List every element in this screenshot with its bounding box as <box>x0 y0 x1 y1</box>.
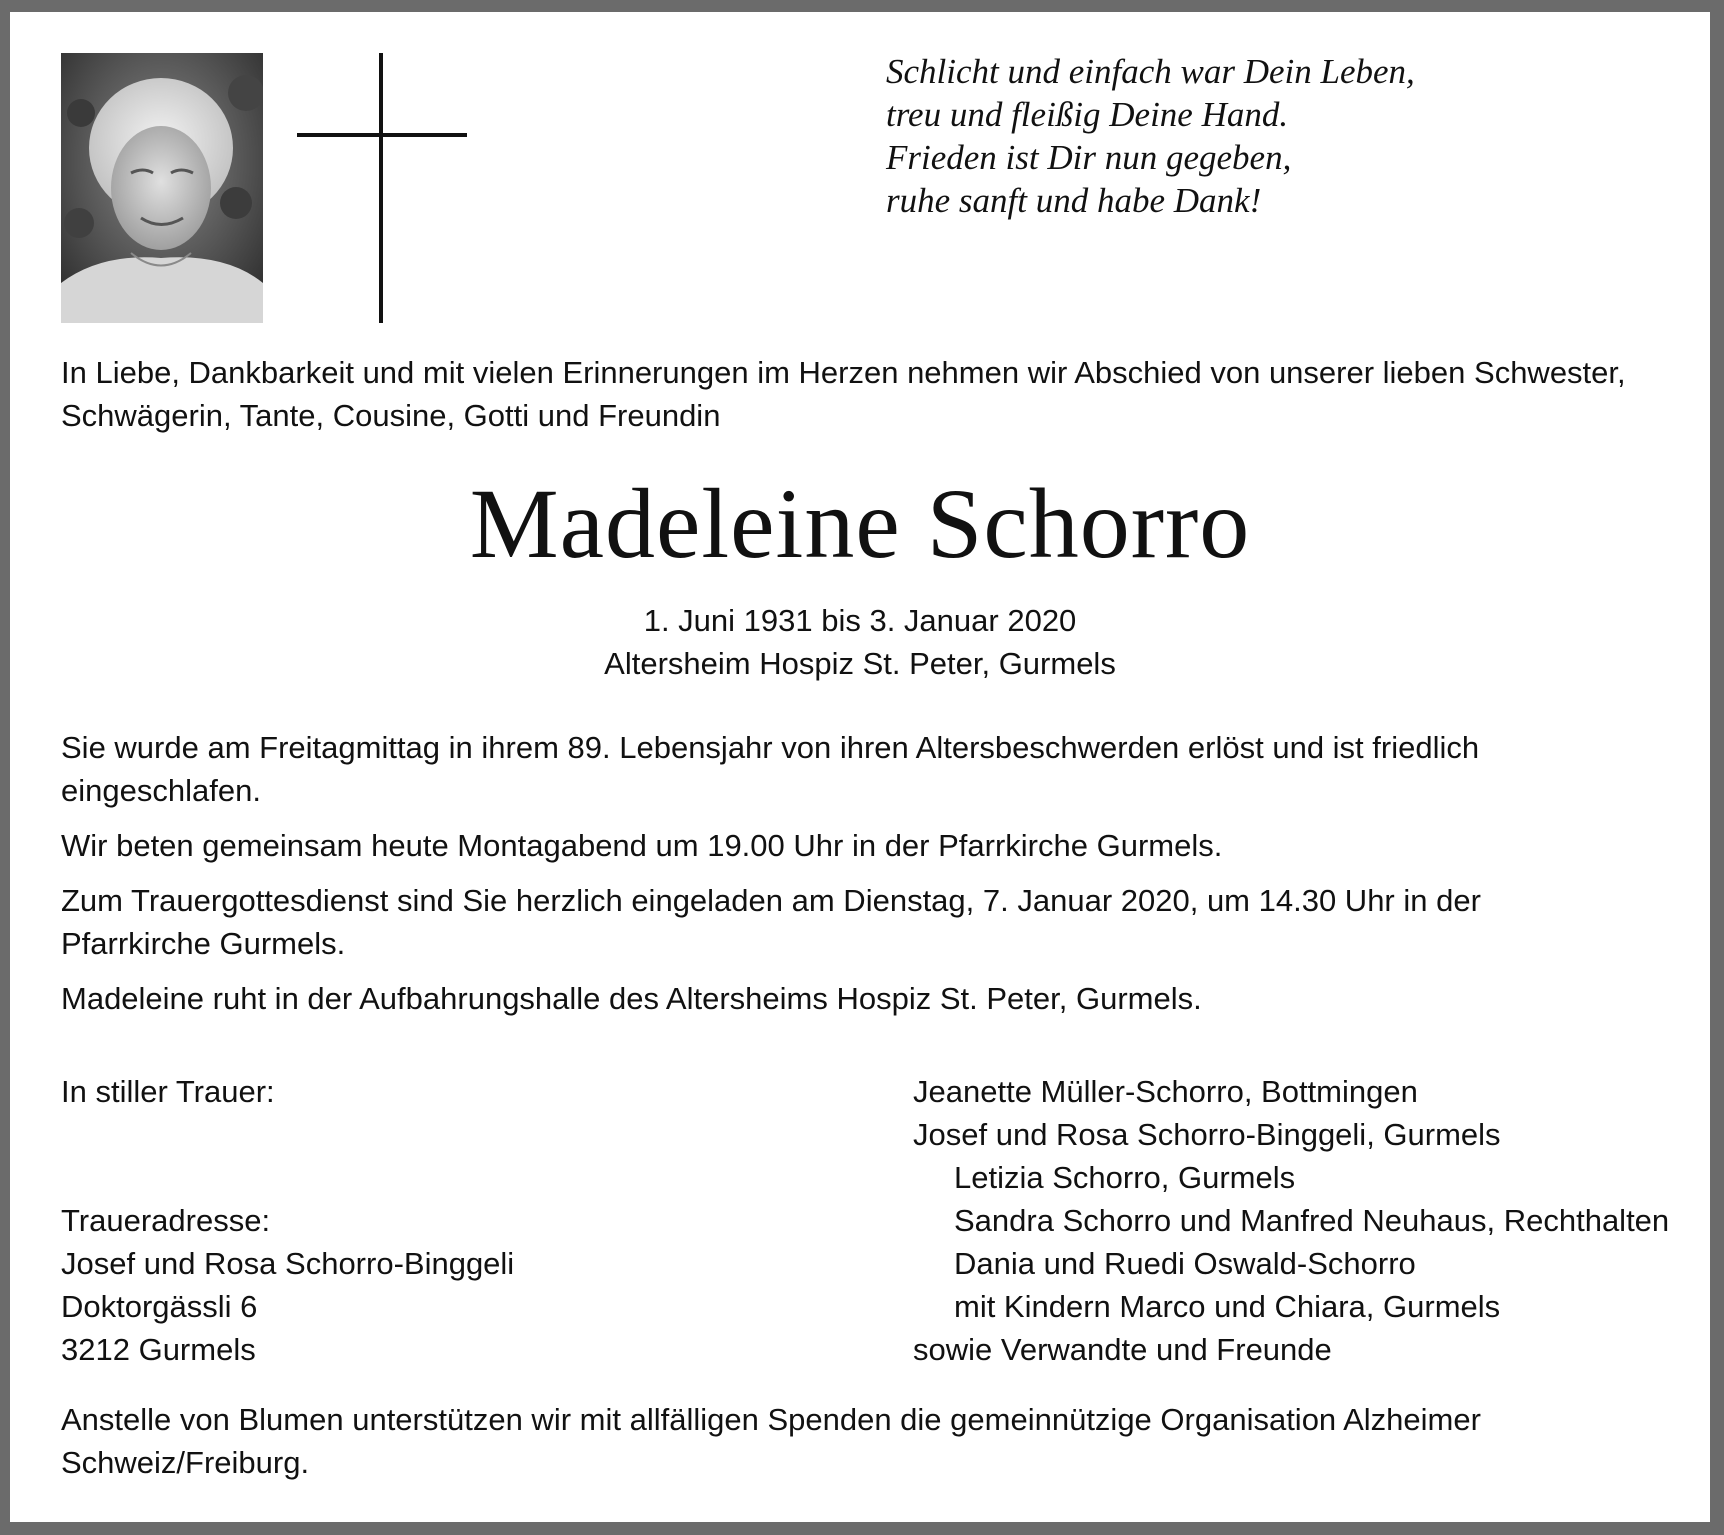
mourning-left-column <box>61 1070 514 1371</box>
paragraph-prayer <box>61 824 1701 867</box>
poem-line: Schlicht und einfach war Dein Leben, <box>886 52 1415 91</box>
poem <box>886 50 1415 222</box>
address-name: Josef und Rosa Schorro-Binggeli <box>61 1246 515 1281</box>
paragraph-passing <box>61 726 1701 812</box>
life-dates: 1. Juni 1931 bis 3. Januar 2020 <box>643 603 1077 638</box>
obituary-notice <box>10 12 1710 1522</box>
portrait-image <box>61 53 263 323</box>
family-member: Letizia Schorro, Gurmels <box>954 1160 1296 1195</box>
address-street: Doktorgässli 6 <box>61 1289 258 1324</box>
poem-line: ruhe sanft und habe Dank! <box>886 181 1262 220</box>
donation-note <box>61 1398 1701 1484</box>
family-member: Sandra Schorro und Manfred Neuhaus, Rechthalten <box>954 1203 1670 1238</box>
mourning-label: In stiller Trauer: <box>61 1074 275 1109</box>
paragraph-line: Wir beten gemeinsam heute Montagabend um 19.00 Uhr in der Pfarrkirche Gurmels. <box>61 828 1223 863</box>
cross-symbol <box>297 53 467 323</box>
cross-horizontal-bar <box>297 133 467 137</box>
paragraph-funeral-service <box>61 879 1701 965</box>
paragraph-line: eingeschlafen. <box>61 773 261 808</box>
intro-line: In Liebe, Dankbarkeit und mit vielen Erinnerungen im Herzen nehmen wir Abschied von unserer lieben Schwester, <box>61 355 1626 390</box>
family-member: Dania und Ruedi Oswald-Schorro <box>954 1246 1416 1281</box>
family-member: Josef und Rosa Schorro-Binggeli, Gurmels <box>913 1117 1501 1152</box>
paragraph-line: Sie wurde am Freitagmittag in ihrem 89. Lebensjahr von ihren Altersbeschwerden erlöst und ist friedlich <box>61 730 1480 765</box>
mourning-family-list <box>913 1070 1669 1371</box>
place-of-death: Altersheim Hospiz St. Peter, Gurmels <box>604 646 1116 681</box>
poem-line: Frieden ist Dir nun gegeben, <box>886 138 1292 177</box>
intro-line: Schwägerin, Tante, Cousine, Gotti und Freundin <box>61 398 721 433</box>
address-city: 3212 Gurmels <box>61 1332 256 1367</box>
spacer <box>61 1113 514 1199</box>
paragraph-line: Madeleine ruht in der Aufbahrungshalle des Altersheims Hospiz St. Peter, Gurmels. <box>61 981 1202 1016</box>
paragraph-line: Pfarrkirche Gurmels. <box>61 926 346 961</box>
cross-vertical-bar <box>379 53 383 323</box>
poem-line: treu und fleißig Deine Hand. <box>886 95 1289 134</box>
family-member: sowie Verwandte und Freunde <box>913 1332 1332 1367</box>
donation-line: Schweiz/Freiburg. <box>61 1445 310 1480</box>
life-info <box>10 599 1710 685</box>
deceased-name: Madeleine Schorro <box>469 468 1251 579</box>
intro-text <box>61 351 1701 437</box>
family-member: mit Kindern Marco und Chiara, Gurmels <box>954 1289 1501 1324</box>
family-member: Jeanette Müller-Schorro, Bottmingen <box>913 1074 1418 1109</box>
portrait-photo <box>61 53 263 323</box>
address-label: Traueradresse: <box>61 1203 271 1238</box>
donation-line: Anstelle von Blumen unterstützen wir mit allfälligen Spenden die gemeinnützige Organisation Alzheimer <box>61 1402 1481 1437</box>
paragraph-lying-in-state <box>61 977 1701 1020</box>
paragraph-line: Zum Trauergottesdienst sind Sie herzlich eingeladen am Dienstag, 7. Januar 2020, um 14.30 Uhr in der <box>61 883 1481 918</box>
